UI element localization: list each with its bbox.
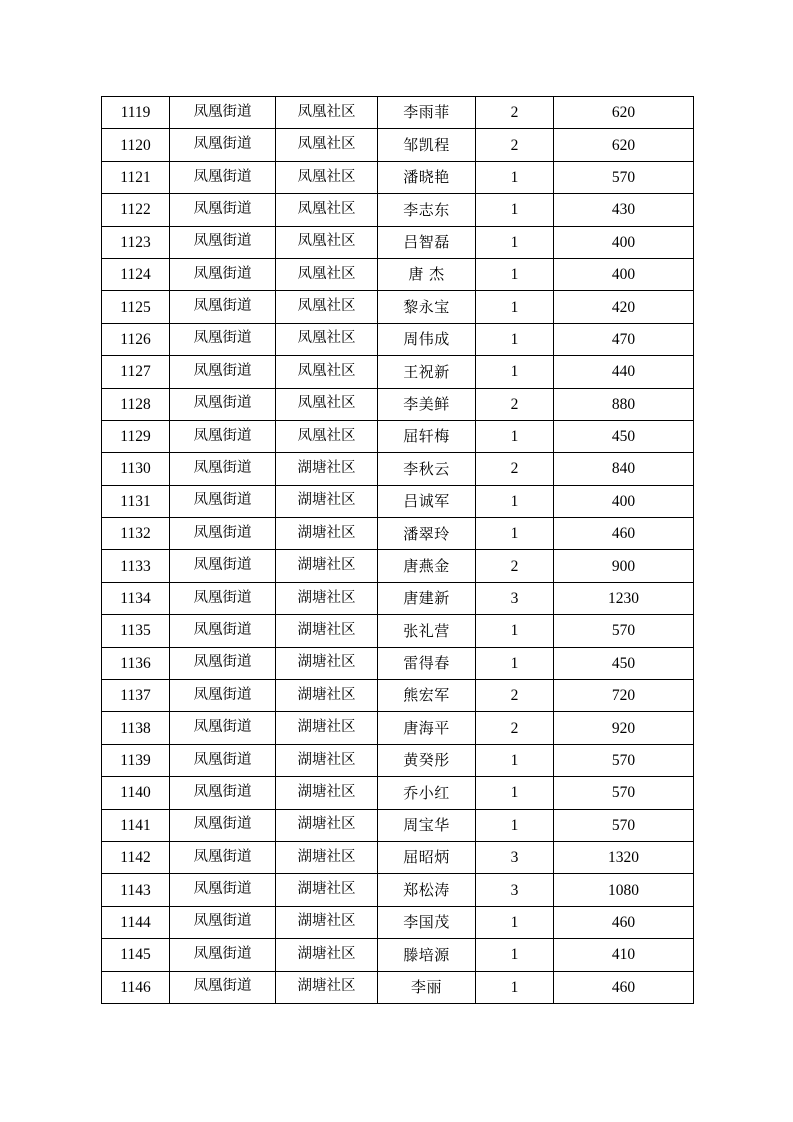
cell-street: 凤凰街道 (170, 582, 276, 614)
table-row (102, 582, 694, 614)
cell-count: 3 (476, 874, 554, 906)
cell-name: 李秋云 (378, 453, 476, 485)
cell-name: 李国茂 (378, 906, 476, 938)
cell-street: 凤凰街道 (170, 453, 276, 485)
table-row (102, 356, 694, 388)
cell-street: 凤凰街道 (170, 680, 276, 712)
cell-street: 凤凰街道 (170, 712, 276, 744)
cell-id: 1131 (102, 485, 170, 517)
cell-street: 凤凰街道 (170, 874, 276, 906)
cell-community: 凤凰社区 (276, 323, 378, 355)
cell-amount: 840 (554, 453, 694, 485)
cell-street: 凤凰街道 (170, 550, 276, 582)
cell-street: 凤凰街道 (170, 291, 276, 323)
cell-community: 湖塘社区 (276, 453, 378, 485)
cell-amount: 1320 (554, 841, 694, 873)
cell-count: 1 (476, 485, 554, 517)
cell-count: 2 (476, 712, 554, 744)
table-row (102, 258, 694, 290)
cell-name: 周伟成 (378, 323, 476, 355)
table-body (102, 97, 694, 1004)
cell-id: 1124 (102, 258, 170, 290)
cell-id: 1127 (102, 356, 170, 388)
cell-name: 王祝新 (378, 356, 476, 388)
cell-street: 凤凰街道 (170, 971, 276, 1003)
cell-id: 1125 (102, 291, 170, 323)
cell-street: 凤凰街道 (170, 356, 276, 388)
cell-count: 1 (476, 809, 554, 841)
cell-id: 1122 (102, 194, 170, 226)
cell-id: 1142 (102, 841, 170, 873)
cell-community: 凤凰社区 (276, 291, 378, 323)
cell-amount: 1230 (554, 582, 694, 614)
cell-community: 湖塘社区 (276, 777, 378, 809)
table-row (102, 615, 694, 647)
cell-community: 凤凰社区 (276, 129, 378, 161)
cell-count: 1 (476, 906, 554, 938)
cell-id: 1134 (102, 582, 170, 614)
cell-street: 凤凰街道 (170, 161, 276, 193)
cell-name: 唐建新 (378, 582, 476, 614)
cell-amount: 400 (554, 485, 694, 517)
cell-name: 邹凯程 (378, 129, 476, 161)
cell-street: 凤凰街道 (170, 258, 276, 290)
cell-name: 熊宏军 (378, 680, 476, 712)
cell-community: 湖塘社区 (276, 809, 378, 841)
cell-community: 凤凰社区 (276, 161, 378, 193)
cell-street: 凤凰街道 (170, 841, 276, 873)
cell-community: 湖塘社区 (276, 874, 378, 906)
cell-name: 雷得春 (378, 647, 476, 679)
cell-id: 1141 (102, 809, 170, 841)
cell-street: 凤凰街道 (170, 226, 276, 258)
table-row (102, 485, 694, 517)
cell-id: 1138 (102, 712, 170, 744)
cell-community: 凤凰社区 (276, 258, 378, 290)
cell-amount: 460 (554, 971, 694, 1003)
table-row (102, 420, 694, 452)
cell-count: 1 (476, 291, 554, 323)
table-row (102, 291, 694, 323)
cell-name: 张礼营 (378, 615, 476, 647)
cell-amount: 880 (554, 388, 694, 420)
table-row (102, 323, 694, 355)
cell-count: 1 (476, 615, 554, 647)
cell-community: 湖塘社区 (276, 841, 378, 873)
cell-count: 1 (476, 258, 554, 290)
cell-community: 湖塘社区 (276, 744, 378, 776)
cell-id: 1119 (102, 97, 170, 129)
cell-street: 凤凰街道 (170, 388, 276, 420)
cell-count: 2 (476, 97, 554, 129)
cell-community: 凤凰社区 (276, 356, 378, 388)
cell-street: 凤凰街道 (170, 518, 276, 550)
cell-id: 1129 (102, 420, 170, 452)
cell-count: 1 (476, 971, 554, 1003)
cell-community: 湖塘社区 (276, 712, 378, 744)
cell-community: 湖塘社区 (276, 939, 378, 971)
cell-community: 湖塘社区 (276, 550, 378, 582)
cell-count: 1 (476, 939, 554, 971)
cell-name: 唐燕金 (378, 550, 476, 582)
cell-name: 潘翠玲 (378, 518, 476, 550)
cell-id: 1130 (102, 453, 170, 485)
cell-community: 湖塘社区 (276, 582, 378, 614)
cell-amount: 450 (554, 647, 694, 679)
table-row (102, 647, 694, 679)
cell-name: 唐海平 (378, 712, 476, 744)
cell-street: 凤凰街道 (170, 939, 276, 971)
cell-amount: 570 (554, 777, 694, 809)
cell-id: 1132 (102, 518, 170, 550)
cell-amount: 720 (554, 680, 694, 712)
cell-count: 2 (476, 550, 554, 582)
table-row (102, 809, 694, 841)
cell-amount: 470 (554, 323, 694, 355)
cell-count: 1 (476, 518, 554, 550)
cell-id: 1121 (102, 161, 170, 193)
cell-name: 乔小红 (378, 777, 476, 809)
cell-name: 吕智磊 (378, 226, 476, 258)
subsidy-recipients-table (101, 96, 694, 1004)
cell-count: 1 (476, 226, 554, 258)
cell-community: 凤凰社区 (276, 194, 378, 226)
cell-name: 唐 杰 (378, 258, 476, 290)
table-row (102, 226, 694, 258)
cell-count: 1 (476, 744, 554, 776)
cell-community: 凤凰社区 (276, 388, 378, 420)
cell-community: 凤凰社区 (276, 97, 378, 129)
cell-community: 湖塘社区 (276, 518, 378, 550)
cell-name: 屈轩梅 (378, 420, 476, 452)
cell-id: 1146 (102, 971, 170, 1003)
cell-name: 李雨菲 (378, 97, 476, 129)
cell-amount: 450 (554, 420, 694, 452)
cell-name: 屈昭炳 (378, 841, 476, 873)
table-row (102, 680, 694, 712)
table-row (102, 161, 694, 193)
cell-id: 1143 (102, 874, 170, 906)
cell-street: 凤凰街道 (170, 777, 276, 809)
cell-count: 1 (476, 420, 554, 452)
cell-community: 凤凰社区 (276, 226, 378, 258)
cell-amount: 400 (554, 258, 694, 290)
cell-id: 1133 (102, 550, 170, 582)
cell-amount: 460 (554, 518, 694, 550)
table-row (102, 453, 694, 485)
cell-count: 3 (476, 841, 554, 873)
cell-count: 1 (476, 647, 554, 679)
cell-name: 潘晓艳 (378, 161, 476, 193)
cell-count: 2 (476, 453, 554, 485)
cell-amount: 570 (554, 744, 694, 776)
cell-amount: 460 (554, 906, 694, 938)
cell-street: 凤凰街道 (170, 420, 276, 452)
cell-count: 1 (476, 356, 554, 388)
table-row (102, 194, 694, 226)
table-row (102, 939, 694, 971)
cell-id: 1144 (102, 906, 170, 938)
cell-count: 2 (476, 680, 554, 712)
cell-amount: 620 (554, 129, 694, 161)
cell-community: 湖塘社区 (276, 680, 378, 712)
cell-id: 1120 (102, 129, 170, 161)
cell-street: 凤凰街道 (170, 744, 276, 776)
cell-count: 2 (476, 129, 554, 161)
cell-name: 吕诚军 (378, 485, 476, 517)
cell-name: 郑松涛 (378, 874, 476, 906)
cell-amount: 900 (554, 550, 694, 582)
table-row (102, 129, 694, 161)
table-row (102, 518, 694, 550)
cell-amount: 570 (554, 615, 694, 647)
cell-street: 凤凰街道 (170, 323, 276, 355)
cell-count: 3 (476, 582, 554, 614)
cell-amount: 420 (554, 291, 694, 323)
cell-name: 黎永宝 (378, 291, 476, 323)
cell-street: 凤凰街道 (170, 194, 276, 226)
cell-id: 1145 (102, 939, 170, 971)
cell-count: 1 (476, 323, 554, 355)
cell-amount: 440 (554, 356, 694, 388)
cell-id: 1126 (102, 323, 170, 355)
cell-id: 1140 (102, 777, 170, 809)
cell-street: 凤凰街道 (170, 615, 276, 647)
table-row (102, 712, 694, 744)
cell-amount: 1080 (554, 874, 694, 906)
cell-community: 凤凰社区 (276, 420, 378, 452)
table-row (102, 388, 694, 420)
cell-community: 湖塘社区 (276, 906, 378, 938)
cell-amount: 430 (554, 194, 694, 226)
cell-count: 1 (476, 777, 554, 809)
table-row (102, 744, 694, 776)
table-row (102, 971, 694, 1003)
table-row (102, 841, 694, 873)
cell-id: 1128 (102, 388, 170, 420)
cell-community: 湖塘社区 (276, 485, 378, 517)
cell-street: 凤凰街道 (170, 809, 276, 841)
table-row (102, 874, 694, 906)
cell-street: 凤凰街道 (170, 906, 276, 938)
table-row (102, 906, 694, 938)
table-row (102, 777, 694, 809)
cell-name: 李美鲜 (378, 388, 476, 420)
table-container (101, 96, 693, 1004)
cell-count: 1 (476, 161, 554, 193)
cell-community: 湖塘社区 (276, 615, 378, 647)
cell-amount: 920 (554, 712, 694, 744)
cell-id: 1123 (102, 226, 170, 258)
cell-street: 凤凰街道 (170, 97, 276, 129)
cell-name: 李丽 (378, 971, 476, 1003)
cell-street: 凤凰街道 (170, 485, 276, 517)
cell-name: 黄癸彤 (378, 744, 476, 776)
cell-amount: 570 (554, 161, 694, 193)
cell-name: 周宝华 (378, 809, 476, 841)
cell-id: 1137 (102, 680, 170, 712)
cell-amount: 620 (554, 97, 694, 129)
cell-community: 湖塘社区 (276, 647, 378, 679)
cell-name: 李志东 (378, 194, 476, 226)
cell-street: 凤凰街道 (170, 129, 276, 161)
cell-id: 1135 (102, 615, 170, 647)
cell-amount: 410 (554, 939, 694, 971)
cell-id: 1139 (102, 744, 170, 776)
cell-street: 凤凰街道 (170, 647, 276, 679)
cell-name: 滕培源 (378, 939, 476, 971)
cell-amount: 400 (554, 226, 694, 258)
cell-community: 湖塘社区 (276, 971, 378, 1003)
cell-count: 2 (476, 388, 554, 420)
table-row (102, 97, 694, 129)
cell-amount: 570 (554, 809, 694, 841)
cell-id: 1136 (102, 647, 170, 679)
table-row (102, 550, 694, 582)
cell-count: 1 (476, 194, 554, 226)
